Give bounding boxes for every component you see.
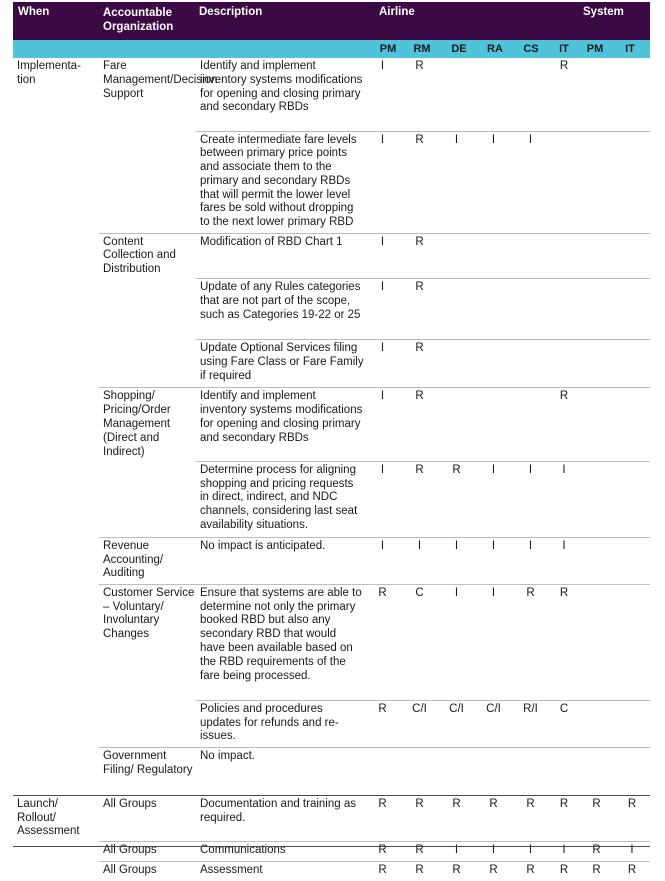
raci-cell	[579, 388, 614, 461]
description-cell: Policies and procedures updates for refunds and re-issues.	[196, 700, 364, 747]
raci-cell	[579, 131, 614, 233]
raci-cell: C	[549, 700, 579, 747]
subheader-col: IT	[625, 43, 635, 55]
when-cell	[13, 747, 99, 795]
raci-cell	[475, 388, 512, 461]
raci-cell	[549, 131, 579, 233]
raci-cell: R/I	[512, 700, 549, 747]
raci-cell: R	[614, 861, 650, 881]
raci-cell	[512, 388, 549, 461]
raci-cell: I	[438, 841, 475, 861]
org-cell	[99, 279, 196, 340]
raci-cell	[438, 279, 475, 340]
raci-cell: I	[512, 537, 549, 584]
table-row	[13, 58, 650, 131]
table-row	[13, 795, 650, 841]
raci-cell: I	[549, 461, 579, 537]
table-row	[13, 584, 650, 700]
raci-cell: I	[475, 537, 512, 584]
raci-cell: I	[438, 131, 475, 233]
raci-cell: R	[415, 60, 424, 72]
when-cell: Implementa-tion	[17, 60, 81, 86]
raci-cell	[512, 58, 549, 131]
raci-cell	[579, 537, 614, 584]
raci-cell	[579, 233, 614, 279]
raci-cell	[579, 700, 614, 747]
raci-cell	[401, 747, 438, 795]
table-row	[13, 131, 650, 233]
org-cell	[99, 700, 196, 747]
raci-cell	[438, 340, 475, 388]
table-subheader	[13, 40, 650, 58]
table-row	[13, 700, 650, 747]
raci-cell	[579, 340, 614, 388]
raci-cell: I	[475, 584, 512, 700]
raci-cell	[614, 340, 650, 388]
raci-cell	[614, 537, 650, 584]
org-cell	[99, 461, 196, 537]
raci-cell: R	[401, 795, 438, 841]
raci-cell	[614, 747, 650, 795]
description-cell: Communications	[196, 841, 364, 861]
raci-cell: I	[512, 461, 549, 537]
raci-cell: C/I	[401, 700, 438, 747]
table-row	[13, 861, 650, 881]
description-cell: Update of any Rules categories that are not part of the scope, such as Categories 19-22 or 25	[196, 279, 364, 340]
raci-cell	[614, 233, 650, 279]
description-cell: No impact is anticipated.	[196, 537, 364, 584]
org-cell	[99, 131, 196, 233]
raci-cell	[512, 340, 549, 388]
raci-cell	[579, 58, 614, 131]
raci-cell: R	[438, 795, 475, 841]
raci-cell: R	[579, 841, 614, 861]
raci-cell: I	[364, 340, 401, 388]
raci-cell: R	[364, 861, 401, 881]
description-cell: Identify and implement inventory systems modifications for opening and closing primary and secondary RBDs	[196, 388, 364, 461]
table-row	[13, 279, 650, 340]
org-cell: Content Collection and Distribution	[99, 233, 196, 279]
description-cell: Modification of RBD Chart 1	[196, 233, 364, 279]
table-row	[13, 233, 650, 279]
raci-cell: I	[614, 841, 650, 861]
when-cell	[13, 131, 99, 233]
raci-cell: R	[364, 700, 401, 747]
raci-cell	[549, 279, 579, 340]
subheader-col: RM	[413, 43, 431, 55]
subheader-col: PM	[586, 43, 604, 55]
raci-cell: R	[401, 131, 438, 233]
table-header	[13, 2, 650, 40]
raci-cell: I	[549, 841, 579, 861]
raci-cell: R	[401, 233, 438, 279]
raci-cell: R	[549, 584, 579, 700]
header-org: Accountable Organization	[103, 7, 174, 33]
raci-table	[13, 58, 650, 881]
raci-cell: R	[559, 60, 569, 72]
subheader-col: RA	[487, 43, 503, 55]
when-cell	[13, 841, 99, 861]
raci-cell	[475, 747, 512, 795]
raci-cell: I	[364, 461, 401, 537]
raci-cell	[614, 58, 650, 131]
org-cell: Government Filing/ Regulatory	[99, 747, 196, 795]
raci-cell	[512, 279, 549, 340]
table-bottom-border	[13, 846, 650, 847]
org-cell: Shopping/ Pricing/Order Management (Direct and Indirect)	[99, 388, 196, 461]
raci-cell	[614, 584, 650, 700]
raci-cell: C/I	[438, 700, 475, 747]
raci-cell: R	[475, 795, 512, 841]
raci-cell	[614, 700, 650, 747]
description-cell: No impact.	[196, 747, 364, 795]
raci-cell	[512, 747, 549, 795]
table-row	[13, 461, 650, 537]
table-row	[13, 340, 650, 388]
description-cell: Identify and implement inventory systems modifications for opening and closing primary and secondary RBDs	[200, 60, 363, 114]
header-system: System	[583, 6, 624, 18]
org-cell: All Groups	[99, 841, 196, 861]
raci-cell	[579, 747, 614, 795]
raci-cell	[438, 233, 475, 279]
raci-cell: I	[438, 584, 475, 700]
raci-cell: C	[401, 584, 438, 700]
raci-cell: C/I	[475, 700, 512, 747]
raci-cell: R	[401, 340, 438, 388]
raci-cell	[549, 233, 579, 279]
table-row	[13, 747, 650, 795]
org-cell: All Groups	[99, 861, 196, 881]
raci-cell: R	[512, 795, 549, 841]
subheader-col: CS	[523, 43, 539, 55]
raci-cell	[549, 747, 579, 795]
raci-cell: R	[401, 861, 438, 881]
header-description: Description	[199, 6, 263, 18]
org-cell	[99, 340, 196, 388]
raci-cell	[614, 131, 650, 233]
table-row	[13, 537, 650, 584]
when-cell	[13, 537, 99, 584]
raci-cell: R	[364, 584, 401, 700]
when-cell	[13, 700, 99, 747]
raci-cell	[438, 388, 475, 461]
raci-cell: R	[512, 584, 549, 700]
raci-cell: R	[438, 461, 475, 537]
raci-cell: R	[401, 279, 438, 340]
raci-cell: I	[512, 841, 549, 861]
org-cell: Fare Management/Decision Support	[103, 60, 218, 100]
raci-cell	[438, 747, 475, 795]
description-cell: Documentation and training as required.	[196, 795, 364, 841]
raci-cell	[579, 279, 614, 340]
raci-cell: I	[475, 841, 512, 861]
description-cell: Create intermediate fare levels between primary price points and associate them to the primary and secondary RBDs that will permit the lower level fares be sold without dropping to the next lower primary RBD	[196, 131, 364, 233]
raci-cell: I	[364, 537, 401, 584]
raci-cell: R	[401, 841, 438, 861]
when-cell	[13, 388, 99, 461]
subheader-col: IT	[559, 43, 569, 55]
raci-cell: I	[364, 388, 401, 461]
header-airline: Airline	[379, 6, 415, 18]
raci-cell: I	[549, 537, 579, 584]
raci-cell: I	[364, 233, 401, 279]
raci-cell: I	[475, 131, 512, 233]
when-cell	[13, 279, 99, 340]
raci-cell	[512, 233, 549, 279]
raci-cell: I	[475, 461, 512, 537]
subheader-col: PM	[379, 43, 397, 55]
raci-cell	[364, 747, 401, 795]
when-cell	[13, 861, 99, 881]
raci-cell	[579, 461, 614, 537]
when-cell	[13, 340, 99, 388]
raci-cell: R	[579, 861, 614, 881]
table-row	[13, 841, 650, 861]
raci-cell	[438, 58, 475, 131]
raci-cell: I	[380, 60, 385, 72]
raci-cell	[475, 279, 512, 340]
raci-cell: R	[579, 795, 614, 841]
raci-cell: R	[401, 461, 438, 537]
when-cell	[13, 233, 99, 279]
raci-cell	[614, 279, 650, 340]
org-cell: All Groups	[99, 795, 196, 841]
raci-cell: R	[549, 388, 579, 461]
raci-cell	[614, 461, 650, 537]
raci-cell: R	[364, 795, 401, 841]
org-cell: Customer Service – Voluntary/ Involuntary Changes	[99, 584, 196, 700]
raci-cell	[475, 58, 512, 131]
raci-cell: R	[475, 861, 512, 881]
raci-cell: I	[364, 131, 401, 233]
subheader-col: DE	[451, 43, 467, 55]
description-cell: Update Optional Services filing using Fare Class or Fare Family if required	[196, 340, 364, 388]
raci-cell: I	[438, 537, 475, 584]
raci-cell	[579, 584, 614, 700]
raci-cell: R	[401, 388, 438, 461]
raci-cell: I	[512, 131, 549, 233]
table-row	[13, 388, 650, 461]
header-when: When	[18, 6, 50, 18]
raci-cell: R	[549, 795, 579, 841]
raci-cell	[475, 233, 512, 279]
raci-cell	[475, 340, 512, 388]
raci-cell	[614, 388, 650, 461]
description-cell: Ensure that systems are able to determine not only the primary booked RBD but also any secondary RBD that would have been available based on the RBD requirements of the fare being processed.	[196, 584, 364, 700]
raci-cell: R	[512, 861, 549, 881]
raci-cell: I	[401, 537, 438, 584]
description-cell: Assessment	[196, 861, 364, 881]
when-cell	[13, 461, 99, 537]
description-cell: Determine process for aligning shopping and pricing requests in direct, indirect, and NDC channels, considering last seat availability situations.	[196, 461, 364, 537]
raci-cell: R	[549, 861, 579, 881]
raci-cell	[549, 340, 579, 388]
org-cell: Revenue Accounting/ Auditing	[99, 537, 196, 584]
when-cell	[13, 584, 99, 700]
raci-cell: R	[438, 861, 475, 881]
raci-cell: I	[364, 279, 401, 340]
when-cell: Launch/ Rollout/ Assessment	[13, 795, 99, 841]
raci-cell: R	[614, 795, 650, 841]
raci-cell: R	[364, 841, 401, 861]
